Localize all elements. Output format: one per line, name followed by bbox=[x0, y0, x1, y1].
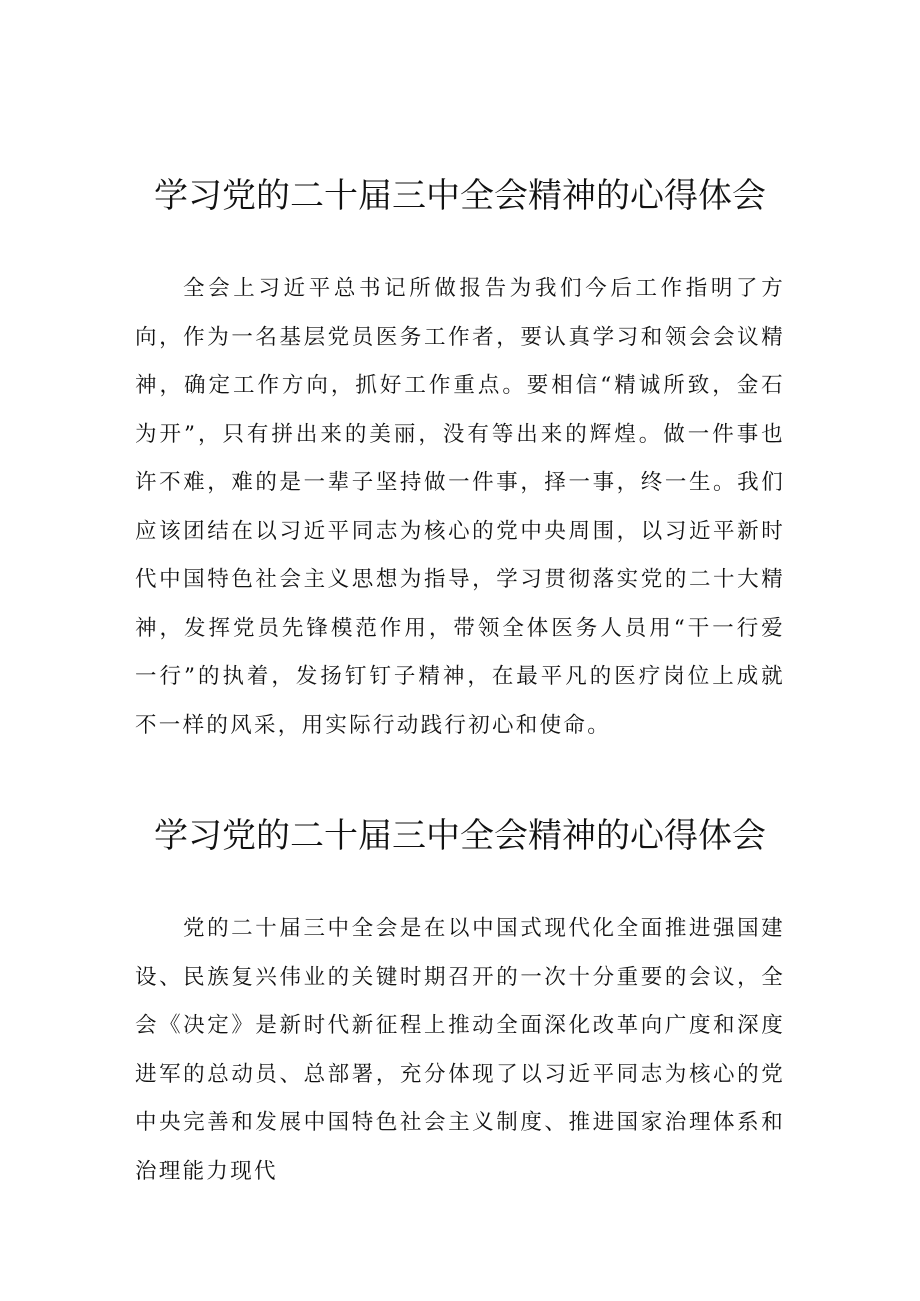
body-paragraph: 全会上习近平总书记所做报告为我们今后工作指明了方向，作为一名基层党员医务工作者，要认真学习和领会会议精神，确定工作方向，抓好工作重点。要相信“精诚所致，金石为开”，只有拼出来的美丽，没有等出来的辉煌。做一件事也许不难，难的是一辈子坚持做一件事，择一事，终一生。我们应该团结在以习近平同志为核心的党中央周围，以习近平新时代中国特色社会主义思想为指导，学习贯彻落实党的二十大精神，发挥党员先锋模范作用，带领全体医务人员用“干一行爱一行”的执着，发扬钉钉子精神，在最平凡的医疗岗位上成就不一样的风采，用实际行动践行初心和使命。 bbox=[135, 276, 785, 738]
section-title: 学习党的二十届三中全会精神的心得体会 bbox=[154, 816, 766, 856]
body-paragraph: 党的二十届三中全会是在以中国式现代化全面推进强国建设、民族复兴伟业的关键时期召开的一次十分重要的会议，全会《决定》是新时代新征程上推动全面深化改革向广度和深度进军的总动员、总部署，充分体现了以习近平同志为核心的党中央完善和发展中国特色社会主义制度、推进国家治理体系和治理能力现代 bbox=[135, 916, 785, 1184]
section-title: 学习党的二十届三中全会精神的心得体会 bbox=[154, 176, 766, 216]
